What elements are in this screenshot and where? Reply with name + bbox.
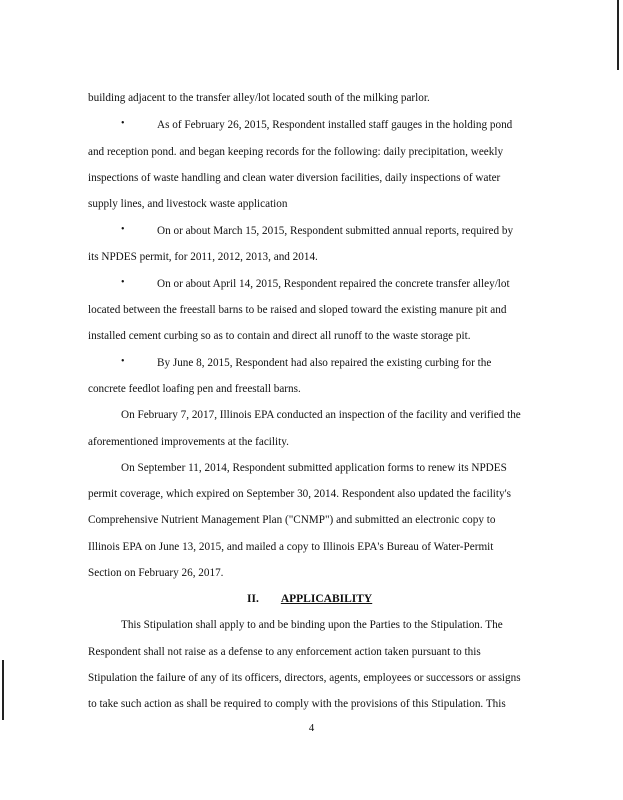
page-number: 4 <box>308 722 315 734</box>
body-line: supply lines, and livestock waste application <box>88 198 288 210</box>
body-line: On or about April 14, 2015, Respondent repaired the concrete transfer alley/lot <box>157 278 510 290</box>
body-line: Respondent shall not raise as a defense to any enforcement action taken pursuant to this <box>88 646 481 658</box>
bullet-icon: • <box>121 118 125 129</box>
body-line: Comprehensive Nutrient Management Plan ("CNMP") and submitted an electronic copy to <box>88 514 496 526</box>
body-line: concrete feedlot loafing pen and freestall barns. <box>88 383 301 395</box>
section-heading <box>247 592 372 606</box>
body-line: On or about March 15, 2015, Respondent submitted annual reports, required by <box>157 225 514 237</box>
bullet-icon: • <box>121 277 125 288</box>
bullet-icon: • <box>121 224 125 235</box>
body-line: Section on February 26, 2017. <box>88 567 224 579</box>
section-number: II. <box>247 593 259 605</box>
body-line: its NPDES permit, for 2011, 2012, 2013, and 2014. <box>88 251 318 263</box>
body-line: permit coverage, which expired on September 30, 2014. Respondent also updated the facility's <box>88 488 511 500</box>
body-line: aforementioned improvements at the facility. <box>88 436 289 448</box>
body-line: This Stipulation shall apply to and be binding upon the Parties to the Stipulation. The <box>121 619 503 631</box>
body-line: building adjacent to the transfer alley/lot located south of the milking parlor. <box>88 92 430 104</box>
body-line: located between the freestall barns to be raised and sloped toward the existing manure pit and <box>88 304 507 316</box>
body-line: inspections of waste handling and clean water diversion facilities, daily inspections of water <box>88 172 501 184</box>
body-line: By June 8, 2015, Respondent had also repaired the existing curbing for the <box>157 357 492 369</box>
body-line: and reception pond. and began keeping records for the following: daily precipitation, weekly <box>88 146 504 158</box>
bullet-icon: • <box>121 356 125 367</box>
scan-edge-mark <box>2 660 4 720</box>
section-title: APPLICABILITY <box>280 593 373 605</box>
body-line: to take such action as shall be required to comply with the provisions of this Stipulation. This <box>88 698 506 710</box>
body-line: As of February 26, 2015, Respondent installed staff gauges in the holding pond <box>157 119 513 131</box>
body-line: Stipulation the failure of any of its officers, directors, agents, employees or successors or assigns <box>88 672 521 684</box>
scan-edge-mark <box>617 0 619 70</box>
body-line: On September 11, 2014, Respondent submitted application forms to renew its NPDES <box>121 462 507 474</box>
body-line: Illinois EPA on June 13, 2015, and mailed a copy to Illinois EPA's Bureau of Water-Permit <box>88 541 494 553</box>
body-line: installed cement curbing so as to contain and direct all runoff to the waste storage pit. <box>88 330 471 342</box>
body-line: On February 7, 2017, Illinois EPA conducted an inspection of the facility and verified the <box>121 409 521 421</box>
